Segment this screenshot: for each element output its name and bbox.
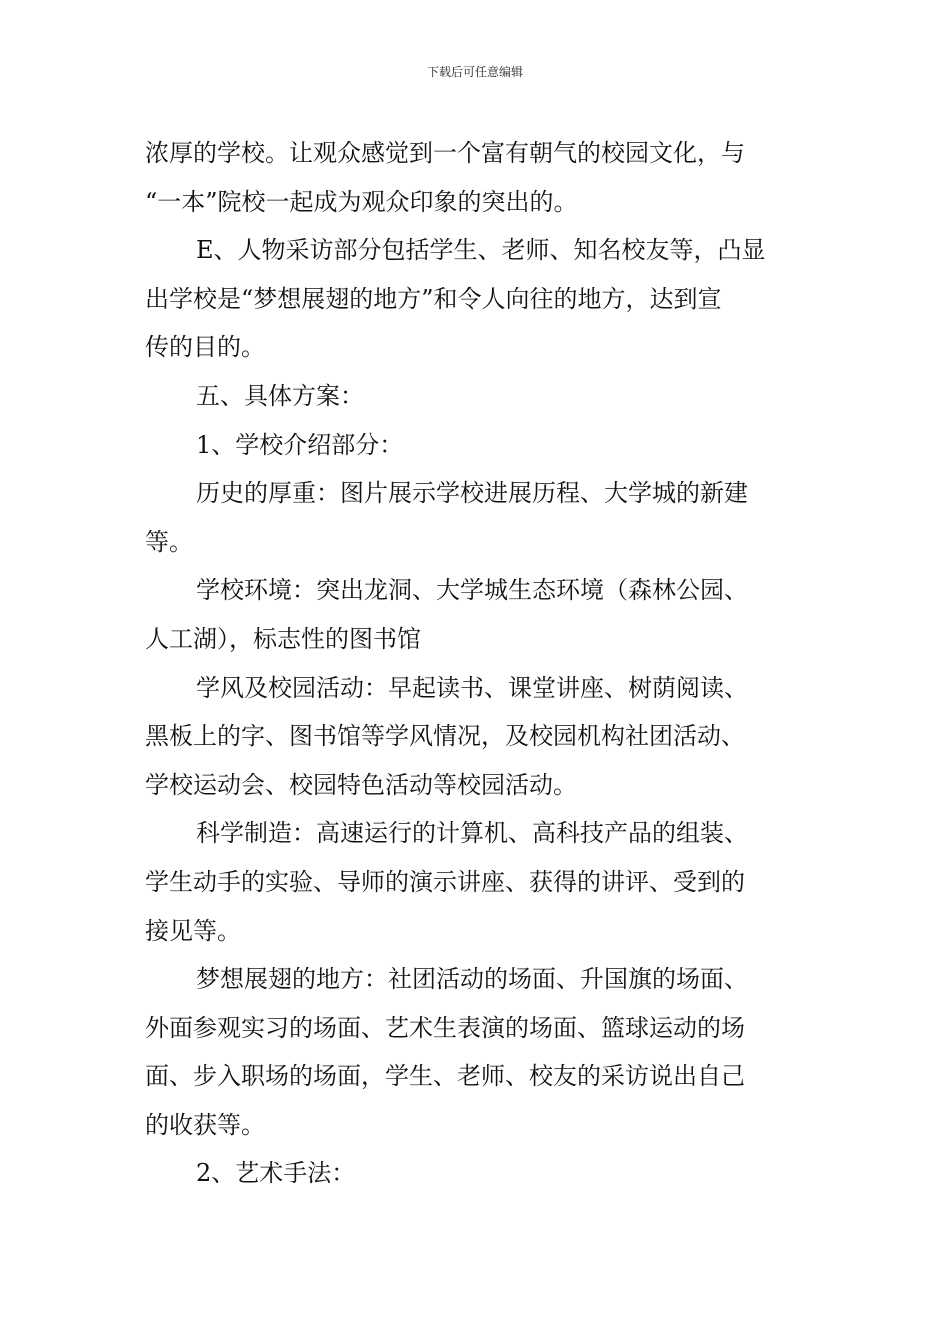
text-line: 学生动手的实验、导师的演示讲座、获得的讲评、受到的 (145, 867, 745, 896)
document-body (145, 129, 810, 1198)
text-line: 的收获等。 (145, 1110, 265, 1139)
text-line: 1、学校介绍部分： (196, 430, 404, 459)
text-line: 五、具体方案： (196, 381, 364, 410)
paragraph (145, 566, 810, 663)
paragraph (145, 955, 810, 1149)
text-line: 出学校是“梦想展翅的地方”和令人向往的地方，达到宣 (145, 284, 722, 313)
text-line: 2、艺术手法： (196, 1159, 356, 1188)
section-heading (145, 372, 810, 421)
text-line: 科学制造：高速运行的计算机、高科技产品的组装、 (196, 819, 748, 848)
page-header: 下载后可任意编辑 (426, 65, 523, 79)
text-line: 学风及校园活动：早起读书、课堂讲座、树荫阅读、 (196, 673, 748, 702)
text-line: 人工湖），标志性的图书馆 (145, 624, 421, 653)
text-line: E、人物采访部分包括学生、老师、知名校友等，凸显 (196, 236, 766, 265)
paragraph (145, 809, 810, 955)
text-line: 等。 (145, 527, 193, 556)
text-line: 历史的厚重：图片展示学校进展历程、大学城的新建 (196, 479, 748, 508)
paragraph (145, 226, 810, 372)
text-line: 梦想展翅的地方：社团活动的场面、升国旗的场面、 (196, 965, 748, 994)
text-line: 学校环境：突出龙洞、大学城生态环境（森林公园、 (196, 576, 748, 605)
text-line: “一本”院校一起成为观众印象的突出的。 (145, 187, 578, 216)
paragraph (145, 469, 810, 566)
text-line: 黑板上的字、图书馆等学风情况，及校园机构社团活动、 (145, 722, 745, 751)
paragraph (145, 664, 810, 810)
text-line: 浓厚的学校。让观众感觉到一个富有朝气的校园文化，与 (145, 139, 745, 167)
paragraph (145, 129, 810, 226)
text-line: 面、步入职场的场面，学生、老师、校友的采访说出自己 (145, 1062, 745, 1091)
subsection-heading (145, 1149, 810, 1198)
text-line: 传的目的。 (145, 333, 265, 362)
text-line: 学校运动会、校园特色活动等校园活动。 (145, 770, 577, 799)
text-line: 外面参观实习的场面、艺术生表演的场面、篮球运动的场 (145, 1013, 745, 1042)
subsection-heading (145, 421, 810, 470)
text-line: 接见等。 (145, 916, 241, 945)
